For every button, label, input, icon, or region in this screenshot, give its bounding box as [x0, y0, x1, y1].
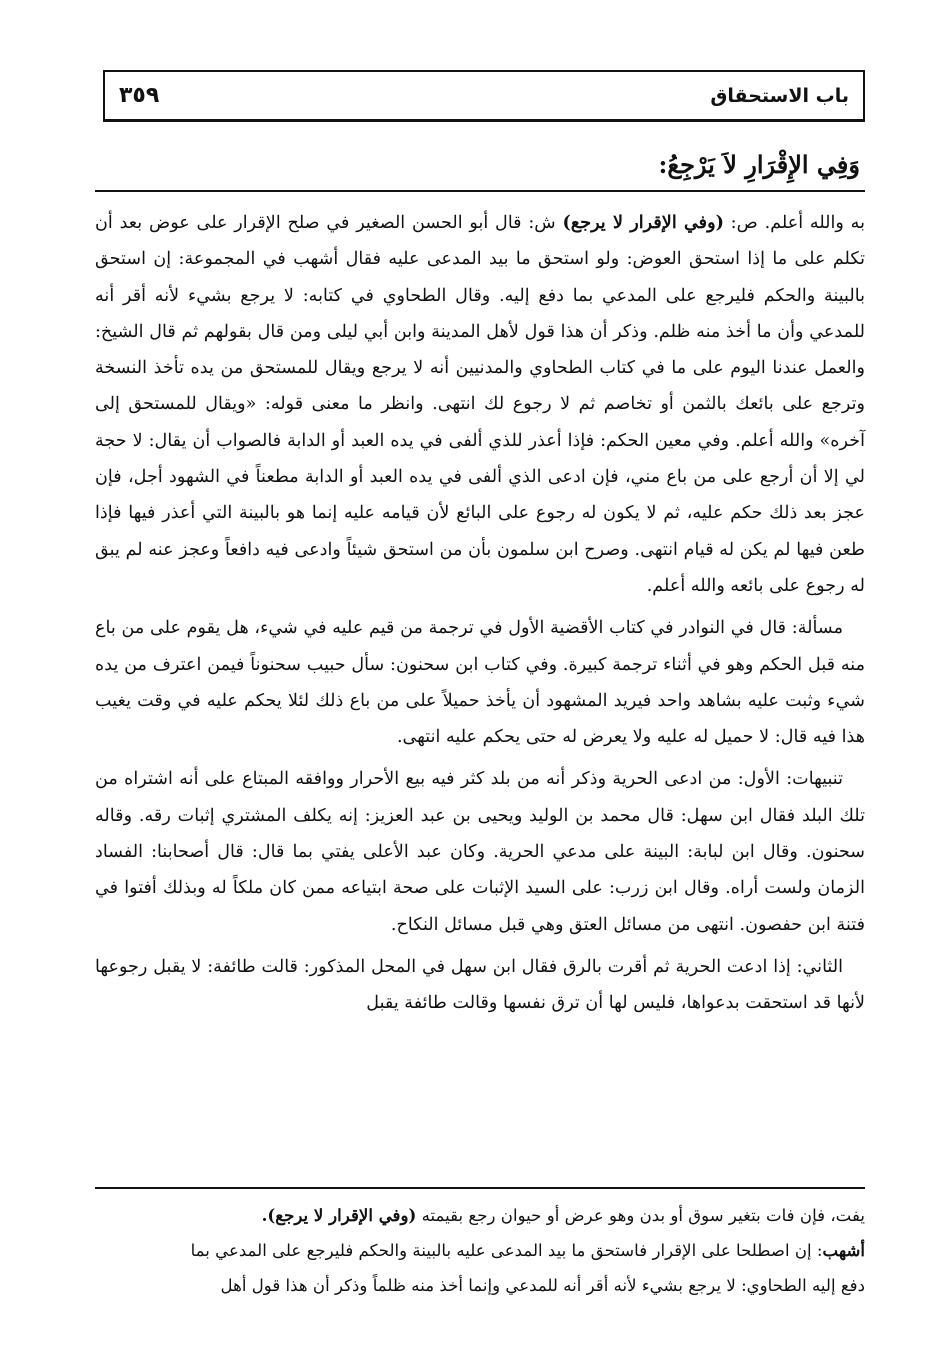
footnote-line-2	[95, 1233, 865, 1268]
paragraph-4: الثاني: إذا ادعت الحرية ثم أقرت بالرق فقال ابن سهل في المحل المذكور: قالت طائفة: لا يقبل رجوعها لأنها قد استحقت بدعواها، فليس لها أن ترق نفسها وقالت طائفة يقبل	[95, 956, 865, 1014]
paragraph-1-text: ش: قال أبو الحسن الصغير في صلح الإقرار على عوض بعد أن تكلم على ما إذا استحق العوض: ولو استحق ما بيد المدعى عليه فقال أشهب في المجموعة: إن استحق بالبينة والحكم فليرجع على المدعي بما دفع إليه. وقال الطحاوي في كتابه: لا يرجع بشيء لأنه أقر أنه للمدعي وأن ما أخذ منه ظلم. وذكر أن هذا قول لأهل المدينة وابن أبي ليلى ومن قال بقولهم ثم قال الشيخ: والعمل عندنا اليوم على ما في كتاب الطحاوي والمدنيين أنه لا يرجع ويقال للمستحق من يده تأخذ النسخة وترجع على بائعك بالثمن أو تخاصم ثم لا رجوع لك انتهى. وانظر ما معنى قوله: «ويقال للمستحق إلى آخره» والله أعلم. وفي معين الحكم: فإذا أعذر للذي ألفى في يده العبد أو الدابة فالصواب أن يقال: لا حجة لي إلا أن أرجع على من باع مني، فإن ادعى الذي ألفى في يده العبد أو الدابة مطعناً في الشهود أجل، فإن عجز بعد ذلك حكم عليه، ثم لا يكون له رجوع على البائع لأن قيامه عليه إنما هو بالبينة التي أعذر فيها فإذا طعن فيها لم يكن له قيام انتهى. وصرح ابن سلمون بأن من استحق شيئاً وادعى فيه دافعاً وعجز عنه لم يبق له رجوع على بائعه والله أعلم.	[95, 213, 865, 596]
footnote-line-1-text: يفت، فإن فات بتغير سوق أو بدن وهو عرض أو حيوان رجع بقيمته	[416, 1206, 865, 1225]
footnote-quoted-matn: (وفي الإقرار لا يرجع).	[261, 1205, 417, 1225]
footnote-line-1	[95, 1198, 865, 1233]
footnote-name: أشهب	[822, 1240, 865, 1260]
quoted-matn: (وفي الإقرار لا يرجع)	[562, 212, 724, 233]
footnote-section	[95, 1198, 865, 1303]
commentary-body	[95, 205, 865, 1022]
page-header	[103, 70, 865, 122]
paragraph-1-lead: به والله أعلم. ص:	[723, 213, 865, 233]
paragraph-3: تنبيهات: الأول: من ادعى الحرية وذكر أنه من بلد كثر فيه بيع الأحرار ووافقه المبتاع على أنه اشتراه من تلك البلد فقال ابن سهل: قال محمد بن الوليد ويحيى بن عبد العزيز: إنه يكلف المشتري إثبات رقه. وقاله سحنون. وقال ابن لبابة: البينة على مدعي الحرية. وكان عبد الأعلى يفتي بما قال: قال أصحابنا: الفساد الزمان ولست أراه. وقال ابن زرب: على السيد الإثبات على صحة ابتياعه ممن كان ملكاً له وبذلك أفتوا في فتنة ابن حفصون. انتهى من مسائل العتق وهي قبل مسائل النكاح.	[95, 769, 865, 935]
matn-divider	[95, 190, 865, 192]
footnote-line-3: دفع إليه الطحاوي: لا يرجع بشيء لأنه أقر أنه للمدعي وإنما أخذ منه ظلماً وذكر أن هذا قول أهل	[220, 1276, 865, 1295]
paragraph-2: مسألة: قال في النوادر في كتاب الأقضية الأول في ترجمة من قيم عليه في شيء، هل يقوم على من باع منه قبل الحكم وهو في أثناء ترجمة كبيرة. وفي كتاب ابن سحنون: سأل حبيب سحنوناً فيمن اعترف من يده شيء وثبت عليه بشاهد واحد فيريد المشهود أن يأخذ حميلاً على من باع ذلك لئلا يحكم عليه في وقت يغيب هذا فيه قال: لا حميل له عليه ولا يعرض له حتى يحكم عليه انتهى.	[95, 618, 865, 748]
paragraph-1	[95, 205, 865, 604]
footnote-divider	[95, 1187, 865, 1189]
matn-text: وَفِي الإِقْرَارِ لاَ يَرْجِعُ:	[658, 150, 860, 179]
page-number: ٣٥٩	[119, 83, 160, 108]
chapter-title: باب الاستحقاق	[710, 84, 849, 107]
footnote-line-2-text: : إن اصطلحا على الإقرار فاستحق ما بيد المدعى عليه بالبينة والحكم فليرجع على المدعي بما	[190, 1241, 823, 1260]
